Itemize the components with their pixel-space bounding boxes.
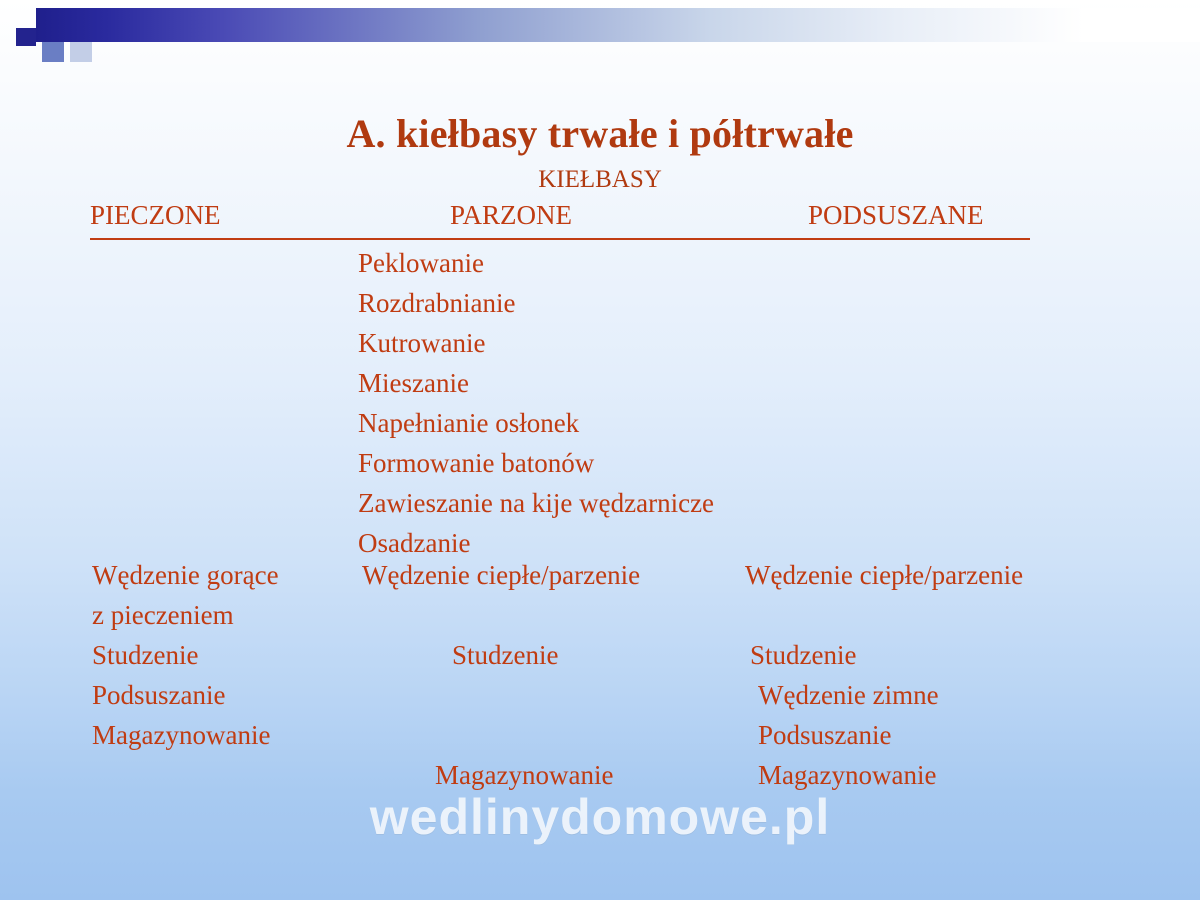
table-row bbox=[90, 680, 1150, 720]
slide-title: A. kiełbasy trwałe i półtrwałe bbox=[346, 111, 854, 156]
process-step: Peklowanie bbox=[358, 248, 484, 278]
process-step: Zawieszanie na kije wędzarnicze bbox=[358, 488, 715, 518]
process-step: Kutrowanie bbox=[358, 328, 486, 358]
common-process-steps bbox=[358, 243, 714, 563]
column-header-parzone: PARZONE bbox=[450, 200, 573, 230]
banner-square-dark bbox=[16, 28, 36, 46]
cell-pieczone: Podsuszanie bbox=[92, 680, 226, 710]
cell-pieczone: Magazynowanie bbox=[92, 720, 271, 750]
cell-podsuszane: Podsuszanie bbox=[758, 720, 892, 750]
banner-square-mid bbox=[42, 42, 64, 62]
cell-podsuszane: Studzenie bbox=[750, 640, 857, 670]
decorative-banner bbox=[0, 0, 1200, 64]
watermark: wedlinydomowe.pl bbox=[369, 789, 831, 845]
cell-pieczone: Studzenie bbox=[92, 640, 199, 670]
process-step: Mieszanie bbox=[358, 368, 469, 398]
cell-podsuszane: Magazynowanie bbox=[758, 760, 937, 790]
cell-podsuszane: Wędzenie ciepłe/parzenie bbox=[745, 560, 1024, 590]
cell-pieczone: Wędzenie gorące bbox=[92, 560, 279, 590]
banner-gradient-bar bbox=[36, 8, 1200, 42]
table-row bbox=[90, 720, 1150, 760]
cell-parzone: Magazynowanie bbox=[435, 760, 614, 790]
banner-square-light bbox=[70, 42, 92, 62]
process-step: Napełnianie osłonek bbox=[358, 408, 580, 438]
cell-podsuszane: Wędzenie zimne bbox=[758, 680, 939, 710]
table-row bbox=[90, 560, 1150, 600]
process-step: Osadzanie bbox=[358, 528, 471, 558]
slide-subtitle: KIEŁBASY bbox=[538, 166, 662, 193]
process-step: Rozdrabnianie bbox=[358, 288, 516, 318]
cell-parzone: Wędzenie ciepłe/parzenie bbox=[362, 560, 641, 590]
process-step: Formowanie batonów bbox=[358, 448, 595, 478]
column-header-pieczone: PIECZONE bbox=[90, 200, 221, 230]
cell-pieczone: z pieczeniem bbox=[92, 600, 234, 630]
column-header-row bbox=[90, 200, 1030, 240]
table-row bbox=[90, 600, 1150, 640]
column-headers bbox=[90, 200, 1040, 240]
process-table bbox=[90, 560, 1150, 800]
table-row bbox=[90, 640, 1150, 680]
cell-parzone: Studzenie bbox=[452, 640, 559, 670]
column-header-podsuszane: PODSUSZANE bbox=[808, 200, 984, 230]
